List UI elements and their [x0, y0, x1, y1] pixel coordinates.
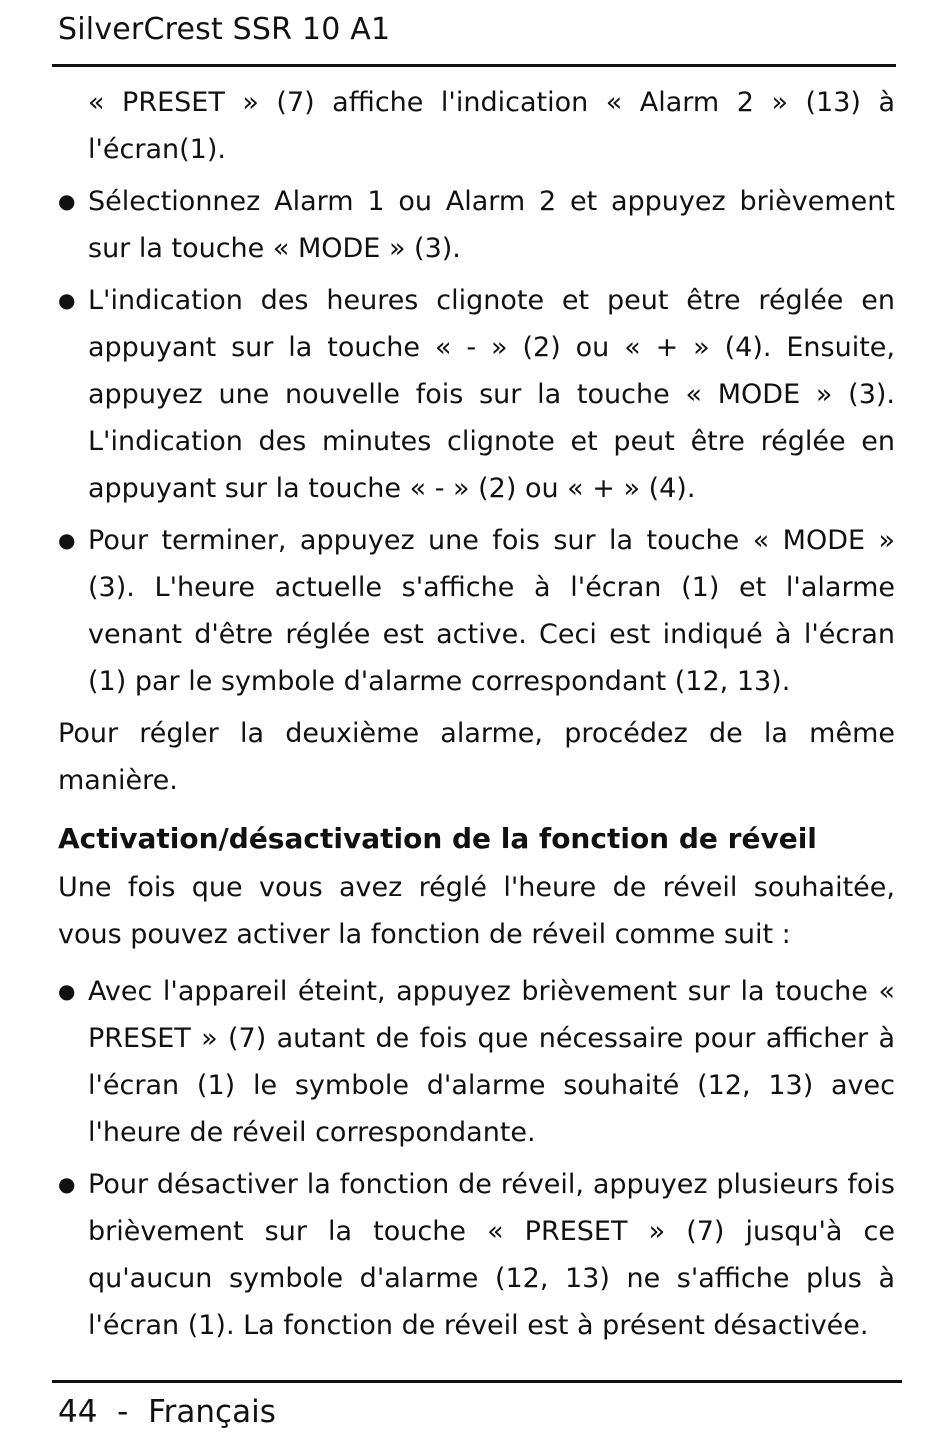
manual-page	[58, 0, 895, 1433]
continued-list-item	[58, 79, 895, 173]
section-heading: Activation/désactivation de la fonction de réveil	[58, 822, 817, 855]
header-divider	[52, 64, 896, 67]
list-item-text: Sélectionnez Alarm 1 ou Alarm 2 et appuyez brièvement sur la touche « MODE » (3).	[88, 186, 895, 264]
footer-separator: -	[117, 1394, 129, 1430]
list-item	[58, 1161, 895, 1349]
list-item-text: Avec l'appareil éteint, appuyez brièvement sur la touche « PRESET » (7) autant de fois que nécessaire pour afficher à l'écran (1) le symbole d'alarme souhaité (12, 13) avec l'heure de réveil correspondante.	[88, 976, 895, 1148]
list-item	[58, 968, 895, 1156]
page-footer	[58, 1390, 276, 1434]
page-number: 44	[58, 1394, 98, 1430]
list-item-text: « PRESET » (7) affiche l'indication « Alarm 2 » (13) à l'écran(1).	[88, 87, 895, 165]
footer-divider	[52, 1380, 902, 1383]
body-paragraph: Pour régler la deuxième alarme, procédez de la même manière.	[58, 718, 895, 796]
list-item	[58, 277, 895, 512]
list-item-text: Pour terminer, appuyez une fois sur la touche « MODE » (3). L'heure actuelle s'affiche à l'écran (1) et l'alarme venant d'être réglée est active. Ceci est indiqué à l'écran (1) par le symbole d'alarme correspondant (12, 13).	[88, 525, 895, 697]
list-item-text: Pour désactiver la fonction de réveil, appuyez plusieurs fois brièvement sur la touche « PRESET » (7) jusqu'à ce qu'aucun symbole d'alarme (12, 13) ne s'affiche plus à l'écran (1). La fonction de réveil est à présent désactivée.	[88, 1169, 895, 1341]
bullet-icon: ●	[58, 288, 76, 312]
bullet-icon: ●	[58, 189, 76, 213]
footer-language: Français	[148, 1394, 276, 1430]
page-content	[58, 79, 895, 1354]
bullet-icon: ●	[58, 528, 76, 552]
list-item	[58, 517, 895, 705]
running-header: SilverCrest SSR 10 A1	[58, 12, 391, 47]
section-intro: Une fois que vous avez réglé l'heure de réveil souhaitée, vous pouvez activer la fonction de réveil comme suit :	[58, 872, 895, 950]
list-item-text: L'indication des heures clignote et peut être réglée en appuyant sur la touche « - » (2) ou « + » (4). Ensuite, appuyez une nouvelle fois sur la touche « MODE » (3). L'indication des minutes clignote et peut être réglée en appuyant sur la touche « - » (2) ou « + » (4).	[88, 285, 895, 504]
bullet-icon: ●	[58, 979, 76, 1003]
list-item	[58, 178, 895, 272]
bullet-icon: ●	[58, 1172, 76, 1196]
